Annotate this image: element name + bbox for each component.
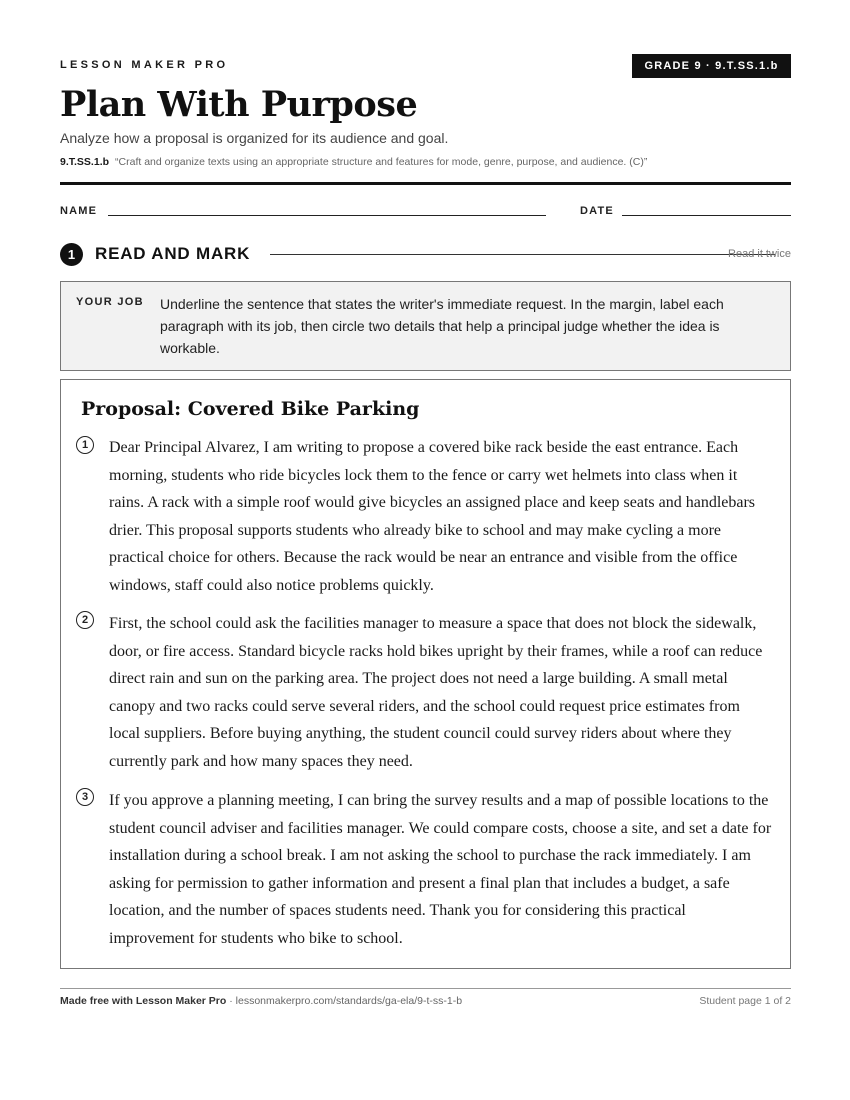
grade-badge: GRADE 9 · 9.T.SS.1.b	[632, 54, 791, 78]
instructions-text: Underline the sentence that states the writer's immediate request. In the margin, label each paragraph with its job, then circle two details that help a principal judge whether the idea is workable.	[160, 296, 724, 356]
worksheet-page	[60, 0, 791, 1100]
instructions-label: YOUR JOB	[76, 296, 144, 308]
passage-paragraph: First, the school could ask the facilities manager to measure a space that does not block the sidewalk, door, or fire access. Standard bicycle racks hold bikes upright by their frames, while a roof can reduce direct rain and sun on the parking area. The project does not need a large building. A small metal canopy and two racks could serve several riders, and the school could request price estimates from local suppliers. Before buying anything, the student council could survey riders about where they currently park and how many spaces they need.	[109, 615, 763, 770]
name-field[interactable]	[108, 215, 546, 216]
footer-credit	[60, 995, 462, 1007]
section-divider	[270, 254, 775, 255]
passage-paragraph: Dear Principal Alvarez, I am writing to propose a covered bike rack beside the east entrance. Each morning, students who ride bicycles lock them to the fence or carry wet helmets into class when it rains. A rack with a simple roof would give bicycles an assigned place and keep seats and handlebars drier. This proposal supports students who already bike to school and may make cycling a more practical choice for others. Because the rack would be near an entrance and visible from the office windows, staff could also notice problems quickly.	[109, 439, 756, 594]
standard-text: “Craft and organize texts using an appropriate structure and features for mode, genre, purpose, and audience. (C)”	[115, 156, 648, 168]
instructions-box	[60, 281, 791, 371]
standard-line	[60, 156, 647, 168]
standard-code: 9.T.SS.1.b	[60, 156, 110, 168]
date-field[interactable]	[622, 215, 791, 216]
page-subtitle: Analyze how a proposal is organized for its audience and goal.	[60, 130, 449, 146]
passage-title: Proposal: Covered Bike Parking	[81, 398, 420, 420]
name-label: NAME	[60, 205, 98, 217]
paragraph-number-badge: 2	[76, 611, 94, 629]
footer-url[interactable]: · lessonmakerpro.com/standards/ga-ela/9-t-ss-1-b	[226, 995, 463, 1007]
footer-divider	[60, 988, 791, 989]
brand-name: LESSON MAKER PRO	[60, 59, 229, 71]
section-title: READ AND MARK	[95, 244, 251, 263]
date-label: DATE	[580, 205, 614, 217]
section-number-badge: 1	[60, 243, 83, 266]
footer-page-number: Student page 1 of 2	[699, 995, 791, 1007]
reading-passage-box	[60, 379, 791, 969]
section-note: Read it twice	[728, 248, 791, 260]
paragraph-number-badge: 1	[76, 436, 94, 454]
footer-brand: Made free with Lesson Maker Pro	[60, 995, 227, 1007]
page-title: Plan With Purpose	[60, 84, 418, 125]
paragraph-number-badge: 3	[76, 788, 94, 806]
passage-paragraph: If you approve a planning meeting, I can bring the survey results and a map of possible locations to the student council adviser and facilities manager. We could compare costs, choose a site, and set a date for installation during a school break. I am not asking the school to purchase the rack immediately. I am asking for permission to gather information and present a final plan that includes a budget, a safe location, and the number of spaces students need. Thank you for considering this practical improvement for students who bike to school.	[109, 792, 772, 947]
header-divider	[60, 182, 791, 185]
